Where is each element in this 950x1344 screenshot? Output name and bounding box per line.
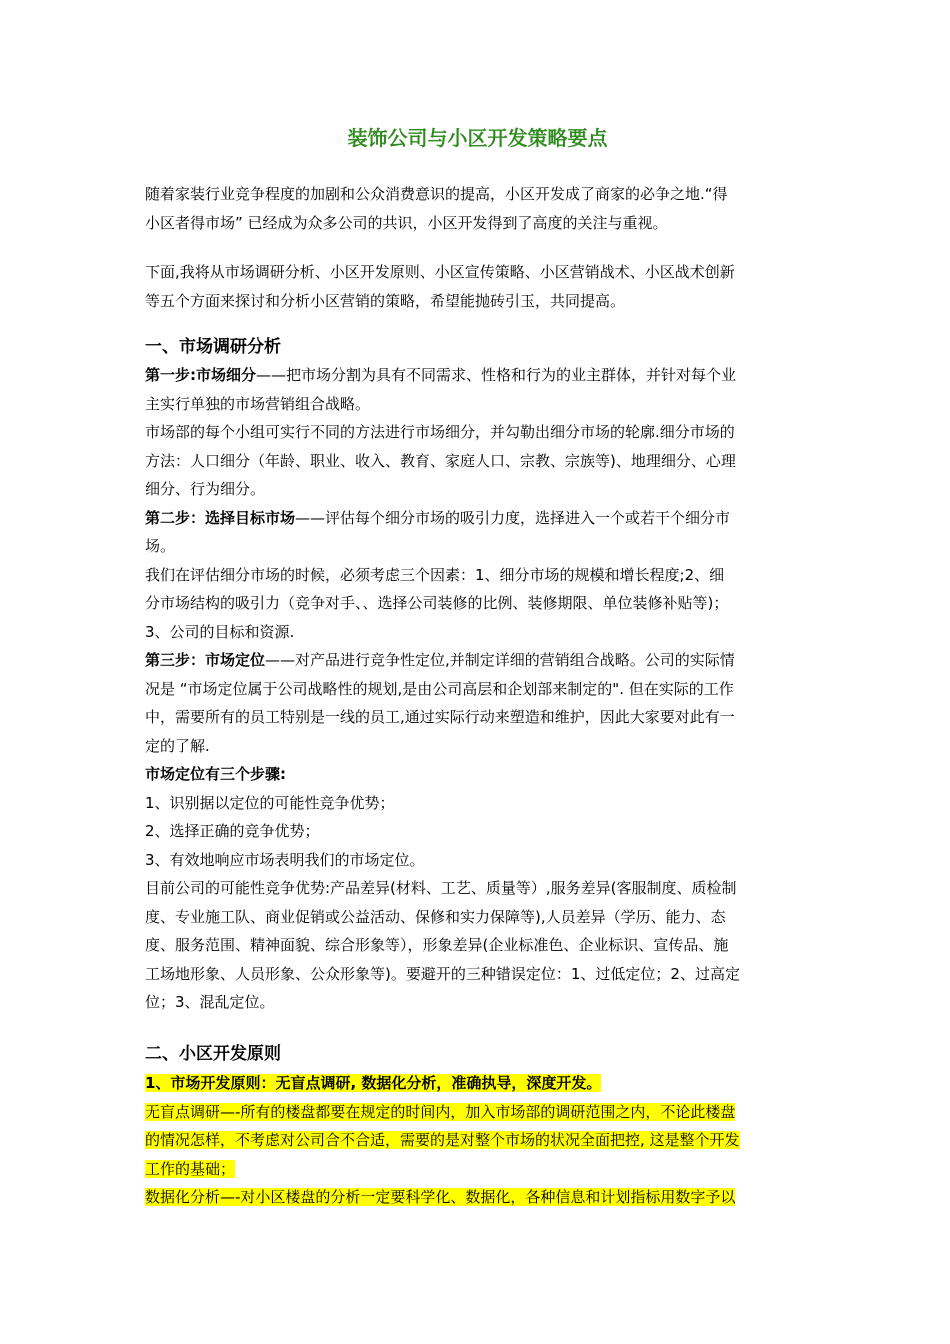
principle-line: [145, 1069, 810, 1098]
positioning-heading: 市场定位有三个步骤:: [145, 765, 286, 783]
highlighted-line: [145, 1155, 810, 1184]
step1-text: ——把市场分割为具有不同需求、性格和行为的业主群体，并针对每个业: [256, 366, 737, 384]
positioning-step: 1、识别据以定位的可能性竞争优势；: [145, 793, 395, 812]
intro-paragraph-1: [145, 180, 810, 237]
text-line: 我们在评估细分市场的时候，必须考虑三个因素：1、细分市场的规模和增长程度;2、细: [145, 565, 725, 584]
step3-text: ——对产品进行竞争性定位,并制定详细的营销组合战略。公司的实际情: [265, 651, 735, 669]
positioning-step: 2、选择正确的竞争优势；: [145, 822, 320, 840]
text-line: 3、公司的目标和资源.: [145, 622, 295, 641]
highlighted-line: [145, 1126, 810, 1155]
step1-label: 第一步:市场细分: [145, 366, 256, 384]
text-line: 等五个方面来探讨和分析小区营销的策略，希望能抛砖引玉，共同提高。: [145, 291, 626, 310]
text-line: 细分、行为细分。: [145, 480, 266, 498]
highlighted-line: [145, 1183, 810, 1212]
text-line: 目前公司的可能性竞争优势:产品差异(材料、工艺、质量等）,服务差异(客服制度、质检制: [145, 879, 737, 897]
section2-body: [145, 1069, 810, 1212]
intro-paragraph-2: [145, 258, 810, 315]
text-line: 工场地形象、人员形象、公众形象等)。要避开的三种错误定位：1、过低定位；2、过高定: [145, 964, 740, 983]
document-title: 装饰公司与小区开发策略要点: [347, 126, 608, 150]
principle-text: 1、市场开发原则：无盲点调研, 数据化分析，准确执导，深度开发。: [145, 1074, 602, 1092]
highlighted-text: 的情况怎样，不考虑对公司合不合适，需要的是对整个市场的状况全面把控, 这是整个开发: [145, 1131, 740, 1149]
highlighted-line: [145, 1098, 810, 1127]
step3-line: [145, 646, 810, 675]
text-line: 分市场结构的吸引力（竞争对手、、选择公司装修的比例、装修期限、单位装修补贴等)；: [145, 594, 729, 612]
section-heading-2: 二、小区开发原则: [145, 1044, 281, 1064]
highlighted-text: 工作的基础；: [145, 1159, 236, 1178]
text-line: 方法：人口细分（年龄、职业、收入、教育、家庭人口、宗教、宗族等)、地理细分、心理: [145, 451, 736, 470]
step3-label: 第三步：市场定位: [145, 651, 266, 669]
text-line: 主实行单独的市场营销组合战略。: [145, 394, 371, 413]
highlighted-text: 数据化分析—-对小区楼盘的分析一定要科学化、数据化，各种信息和计划指标用数字予以: [145, 1188, 736, 1206]
text-line: 随着家装行业竞争程度的加剧和公众消费意识的提高，小区开发成了商家的必争之地.“得: [145, 185, 728, 203]
step2-text: ——评估每个细分市场的吸引力度，选择进入一个或若干个细分市: [295, 508, 731, 527]
text-line: 况是 “市场定位属于公司战略性的规划,是由公司高层和企划部来制定的". 但在实际的工作: [145, 679, 734, 698]
highlighted-text: 无盲点调研—-所有的楼盘都要在规定的时间内，加入市场部的调研范围之内，不论此楼盘: [145, 1102, 736, 1121]
text-line: 场。: [145, 537, 176, 555]
step2-line: [145, 504, 810, 533]
text-line: 中，需要所有的员工特别是一线的员工,通过实际行动来塑造和维护，因此大家要对此有一: [145, 708, 735, 726]
text-line: 定的了解.: [145, 736, 210, 755]
text-line: 市场部的每个小组可实行不同的方法进行市场细分，并勾勒出细分市场的轮廓.细分市场的: [145, 423, 735, 441]
positioning-step: 3、有效地响应市场表明我们的市场定位。: [145, 850, 425, 869]
text-line: 下面,我将从市场调研分析、小区开发原则、小区宣传策略、小区营销战术、小区战术创新: [145, 263, 735, 281]
section-heading-1: 一、市场调研分析: [145, 337, 281, 357]
text-line: 度、专业施工队、商业促销或公益活动、保修和实力保障等),人员差异（学历、能力、态: [145, 907, 726, 926]
section1-body: [145, 361, 810, 1017]
step1-line: [145, 361, 810, 390]
text-line: 位；3、混乱定位。: [145, 993, 275, 1011]
text-line: 小区者得市场” 已经成为众多公司的共识，小区开发得到了高度的关注与重视。: [145, 213, 668, 232]
text-line: 度、服务范围、精神面貌、综合形象等），形象差异(企业标准色、企业标识、宣传品、施: [145, 936, 729, 954]
step2-label: 第二步：选择目标市场: [145, 508, 296, 527]
